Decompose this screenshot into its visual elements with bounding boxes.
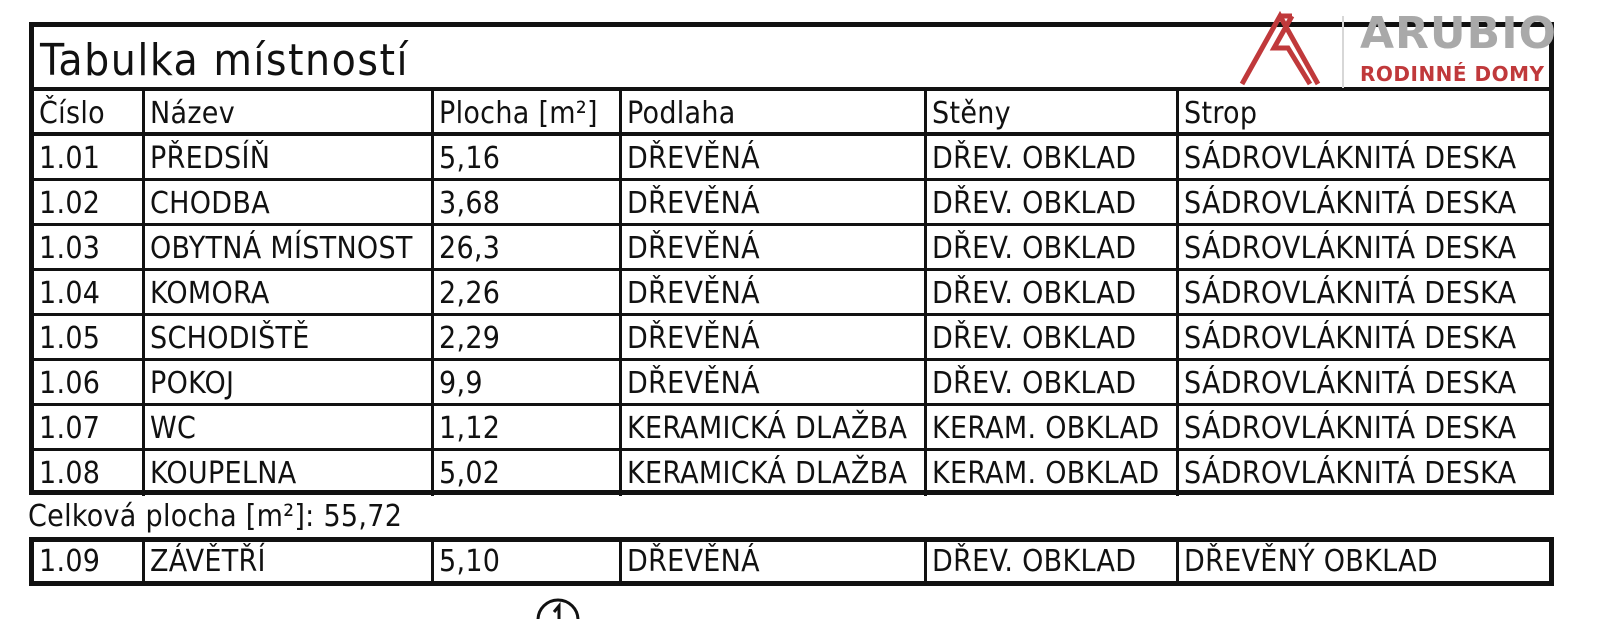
table-cell: SÁDROVLÁKNITÁ DESKA [1184,141,1517,176]
table-cell: SÁDROVLÁKNITÁ DESKA [1184,411,1517,446]
extra-room-table [29,537,1554,586]
total-area-value: 55,72 [323,499,403,534]
logo-tagline: RODINNÉ DOMY [1360,62,1545,86]
column-header: Plocha [m²] [434,91,622,132]
table-cell: DŘEV. OBKLAD [927,316,1179,358]
table-cell: DŘEVĚNÁ [622,226,927,268]
column-header: Název [145,91,434,132]
column-header: Strop [1184,96,1258,131]
table-cell: DŘEV. OBKLAD [927,361,1179,403]
table-cell: 1.01 [34,136,145,178]
logo-divider [1342,16,1344,88]
table-row [34,542,1549,581]
table-cell: 1.02 [34,181,145,223]
table-cell: 1.03 [34,226,145,268]
table-cell: 1.07 [34,406,145,448]
table-cell: DŘEV. OBKLAD [927,226,1179,268]
column-header: Stěny [927,91,1179,132]
table-cell: 2,26 [434,271,622,313]
logo-mark-icon [1238,10,1330,86]
table-cell: SÁDROVLÁKNITÁ DESKA [1184,366,1517,401]
table-cell: ZÁVĚTŘÍ [145,542,434,581]
table-cell: 26,3 [434,226,622,268]
table-cell: POKOJ [145,361,434,403]
table-header-row [34,91,1549,136]
table-cell: DŘEVĚNÁ [622,136,927,178]
table-cell: OBYTNÁ MÍSTNOST [145,226,434,268]
table-cell: KOUPELNA [145,451,434,496]
table-row [34,361,1549,406]
table-cell: SÁDROVLÁKNITÁ DESKA [1184,276,1517,311]
total-area-label: Celková plocha [m²]: [28,499,315,534]
table-cell: KERAM. OBKLAD [927,406,1179,448]
table-row [34,181,1549,226]
table-cell: DŘEVĚNÁ [622,361,927,403]
total-area [28,497,402,537]
table-cell: 9,9 [434,361,622,403]
table-cell: 5,16 [434,136,622,178]
table-cell: DŘEV. OBKLAD [927,181,1179,223]
table-cell: 3,68 [434,181,622,223]
table-cell: KOMORA [145,271,434,313]
table-cell: DŘEV. OBKLAD [927,542,1179,581]
table-cell: DŘEVĚNÁ [622,181,927,223]
table-cell: DŘEVĚNÝ OBKLAD [1184,544,1438,579]
table-cell: DŘEV. OBKLAD [927,136,1179,178]
table-cell: DŘEV. OBKLAD [927,271,1179,313]
table-cell: 1.09 [34,542,145,581]
table-cell: 5,02 [434,451,622,496]
table-cell: CHODBA [145,181,434,223]
table-row [34,226,1549,271]
table-cell: 1.05 [34,316,145,358]
circle-marker-icon [535,596,581,619]
table-row [34,136,1549,181]
table-cell: DŘEVĚNÁ [622,271,927,313]
table-cell: 5,10 [434,542,622,581]
table-cell: 1.06 [34,361,145,403]
room-table [29,22,1554,495]
table-cell: DŘEVĚNÁ [622,542,927,581]
table-cell: KERAMICKÁ DLAŽBA [622,451,927,496]
room-table-title: Tabulka místností [40,35,409,86]
table-cell: KERAMICKÁ DLAŽBA [622,406,927,448]
table-row [34,316,1549,361]
table-cell: 1.04 [34,271,145,313]
table-cell: PŘEDSÍŇ [145,136,434,178]
logo-mark-inner [1274,16,1310,84]
table-cell: SÁDROVLÁKNITÁ DESKA [1184,186,1517,221]
table-cell: 1.08 [34,451,145,496]
table-cell: SÁDROVLÁKNITÁ DESKA [1184,231,1517,266]
table-cell: WC [145,406,434,448]
table-row [34,406,1549,451]
table-cell: SÁDROVLÁKNITÁ DESKA [1184,456,1517,491]
table-row [34,271,1549,316]
table-row [34,451,1549,496]
table-cell: 1,12 [434,406,622,448]
table-cell: 2,29 [434,316,622,358]
column-header: Podlaha [622,91,927,132]
room-table-body [34,91,1549,496]
company-logo [1238,10,1568,90]
extra-room-table-body [34,542,1549,581]
table-cell: SCHODIŠTĚ [145,316,434,358]
table-cell: KERAM. OBKLAD [927,451,1179,496]
table-cell: SÁDROVLÁKNITÁ DESKA [1184,321,1517,356]
logo-name: ARUBIO [1360,8,1557,59]
table-cell: DŘEVĚNÁ [622,316,927,358]
column-header: Číslo [34,91,145,132]
